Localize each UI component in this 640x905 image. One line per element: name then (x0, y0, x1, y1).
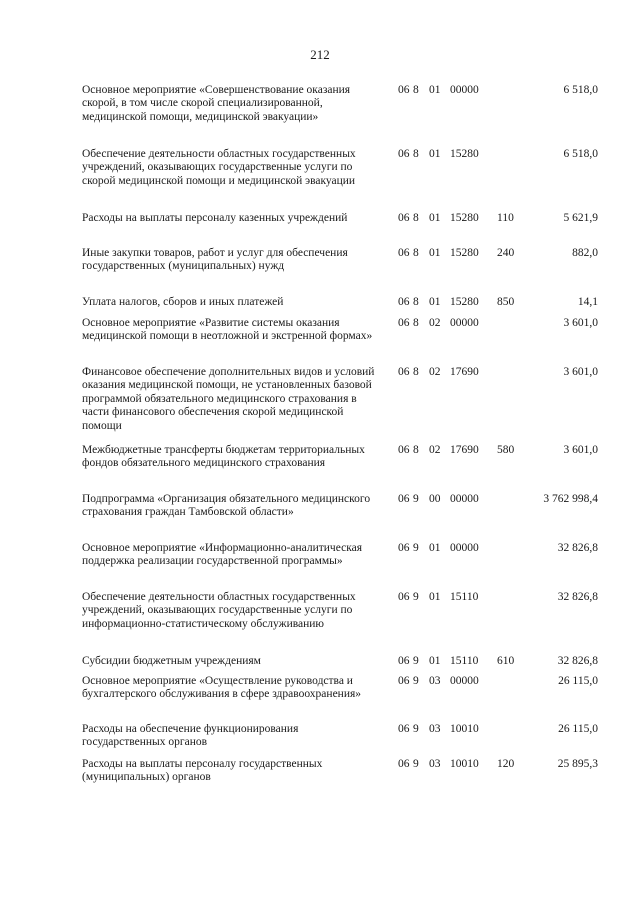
row-amount: 6 518,0 (563, 148, 598, 160)
code-expense-type: 850 (497, 296, 515, 308)
row-amount: 26 115,0 (558, 723, 598, 735)
code-direction: 00000 (450, 675, 479, 687)
code-program: 06 (398, 655, 410, 667)
table-row (0, 84, 640, 148)
code-direction: 15280 (450, 148, 479, 160)
code-direction: 10010 (450, 723, 479, 735)
table-row (0, 317, 640, 366)
code-activity: 01 (429, 591, 441, 603)
code-program: 06 (398, 212, 410, 224)
code-activity: 00 (429, 493, 441, 505)
row-description: Субсидии бюджетным учреждениям (82, 655, 261, 667)
code-program: 06 (398, 493, 410, 505)
table-row (0, 366, 640, 444)
row-description: Иные закупки товаров, работ и услуг для обеспечения государственных (муниципальных) нужд (82, 247, 348, 273)
table-row (0, 542, 640, 591)
code-subprogram: 8 (413, 148, 419, 160)
table-row (0, 493, 640, 542)
code-subprogram: 9 (413, 493, 419, 505)
row-amount: 882,0 (572, 247, 598, 259)
code-program: 06 (398, 366, 410, 378)
code-subprogram: 8 (413, 366, 419, 378)
code-program: 06 (398, 542, 410, 554)
row-amount: 14,1 (577, 296, 598, 308)
code-activity: 03 (429, 758, 441, 770)
row-amount: 32 826,8 (557, 591, 598, 603)
code-direction: 00000 (450, 542, 479, 554)
row-description: Основное мероприятие «Информационно-аналитическая поддержка реализации государственной программы» (82, 542, 363, 568)
code-activity: 02 (429, 317, 441, 329)
code-direction: 15110 (450, 591, 479, 603)
code-activity: 01 (429, 655, 441, 667)
row-description: Обеспечение деятельности областных государственных учреждений, оказывающих государственные услуги по скорой медицинской помощи и медицинской эвакуации (82, 148, 356, 187)
code-direction: 15110 (450, 655, 479, 667)
code-activity: 03 (429, 675, 441, 687)
row-description: Межбюджетные трансферты бюджетам территориальных фондов обязательного медицинского страхования (82, 444, 365, 470)
code-expense-type: 240 (497, 247, 515, 259)
code-activity: 01 (429, 84, 441, 96)
row-amount: 25 895,3 (557, 758, 598, 770)
code-program: 06 (398, 317, 410, 329)
code-subprogram: 8 (413, 296, 419, 308)
row-description: Основное мероприятие «Осуществление руководства и бухгалтерского обслуживания в сфере здравоохранения» (82, 675, 362, 701)
row-amount: 3 601,0 (563, 366, 598, 378)
code-program: 06 (398, 148, 410, 160)
row-description: Основное мероприятие «Развитие системы оказания медицинской помощи в неотложной и экстренной формах» (82, 317, 373, 343)
code-activity: 01 (429, 148, 441, 160)
row-amount: 5 621,9 (563, 212, 598, 224)
code-subprogram: 8 (413, 247, 419, 259)
row-amount: 26 115,0 (558, 675, 598, 687)
code-direction: 15280 (450, 247, 479, 259)
row-description: Основное мероприятие «Совершенствование оказания скорой, в том числе скорой специализированной, медицинской помощи, медицинской эвакуации» (82, 84, 351, 123)
table-row (0, 247, 640, 296)
code-expense-type: 610 (497, 655, 515, 667)
code-direction: 00000 (450, 493, 479, 505)
code-activity: 01 (429, 542, 441, 554)
code-direction: 15280 (450, 296, 479, 308)
code-subprogram: 8 (413, 84, 419, 96)
row-description: Расходы на выплаты персоналу казенных учреждений (82, 212, 348, 224)
code-activity: 01 (429, 247, 441, 259)
row-amount: 32 826,8 (557, 542, 598, 554)
code-subprogram: 9 (413, 542, 419, 554)
code-activity: 01 (429, 296, 441, 308)
code-direction: 17690 (450, 444, 479, 456)
row-description: Расходы на выплаты персоналу государственных (муниципальных) органов (82, 758, 323, 784)
code-subprogram: 9 (413, 655, 419, 667)
code-direction: 10010 (450, 758, 479, 770)
row-description: Обеспечение деятельности областных государственных учреждений, оказывающих государственные услуги по информационно-статистическому обслуживанию (82, 591, 356, 630)
code-program: 06 (398, 247, 410, 259)
row-amount: 6 518,0 (563, 84, 598, 96)
code-program: 06 (398, 758, 410, 770)
code-direction: 00000 (450, 84, 479, 96)
code-program: 06 (398, 296, 410, 308)
code-expense-type: 580 (497, 444, 515, 456)
row-amount: 32 826,8 (557, 655, 598, 667)
code-subprogram: 8 (413, 317, 419, 329)
page-number: 212 (310, 47, 330, 62)
code-program: 06 (398, 723, 410, 735)
code-expense-type: 120 (497, 758, 515, 770)
table-row (0, 212, 640, 247)
code-program: 06 (398, 444, 410, 456)
table-row (0, 591, 640, 655)
row-description: Уплата налогов, сборов и иных платежей (82, 296, 284, 308)
table-row (0, 148, 640, 212)
code-activity: 02 (429, 366, 441, 378)
code-activity: 02 (429, 444, 441, 456)
row-amount: 3 601,0 (563, 444, 598, 456)
row-amount: 3 601,0 (563, 317, 598, 329)
code-direction: 00000 (450, 317, 479, 329)
row-description: Расходы на обеспечение функционирования государственных органов (82, 723, 299, 749)
table-row (0, 675, 640, 723)
row-amount: 3 762 998,4 (543, 493, 598, 505)
code-program: 06 (398, 675, 410, 687)
table-row (0, 723, 640, 758)
budget-table (0, 84, 640, 793)
code-direction: 15280 (450, 212, 479, 224)
row-description: Подпрограмма «Организация обязательного медицинского страхования граждан Тамбовской области» (82, 493, 371, 519)
code-direction: 17690 (450, 366, 479, 378)
code-subprogram: 8 (413, 212, 419, 224)
table-row (0, 444, 640, 493)
code-subprogram: 9 (413, 723, 419, 735)
code-subprogram: 9 (413, 758, 419, 770)
code-activity: 03 (429, 723, 441, 735)
code-expense-type: 110 (497, 212, 514, 224)
code-activity: 01 (429, 212, 441, 224)
code-subprogram: 9 (413, 675, 419, 687)
code-program: 06 (398, 84, 410, 96)
row-description: Финансовое обеспечение дополнительных видов и условий оказания медицинской помощи, не установленных базовой программой обязательного медицинского страхования в части финансового обеспечения скорой медицинской помощи (82, 366, 375, 432)
code-program: 06 (398, 591, 410, 603)
table-row (0, 296, 640, 317)
code-subprogram: 8 (413, 444, 419, 456)
code-subprogram: 9 (413, 591, 419, 603)
table-row (0, 655, 640, 675)
table-row (0, 758, 640, 793)
